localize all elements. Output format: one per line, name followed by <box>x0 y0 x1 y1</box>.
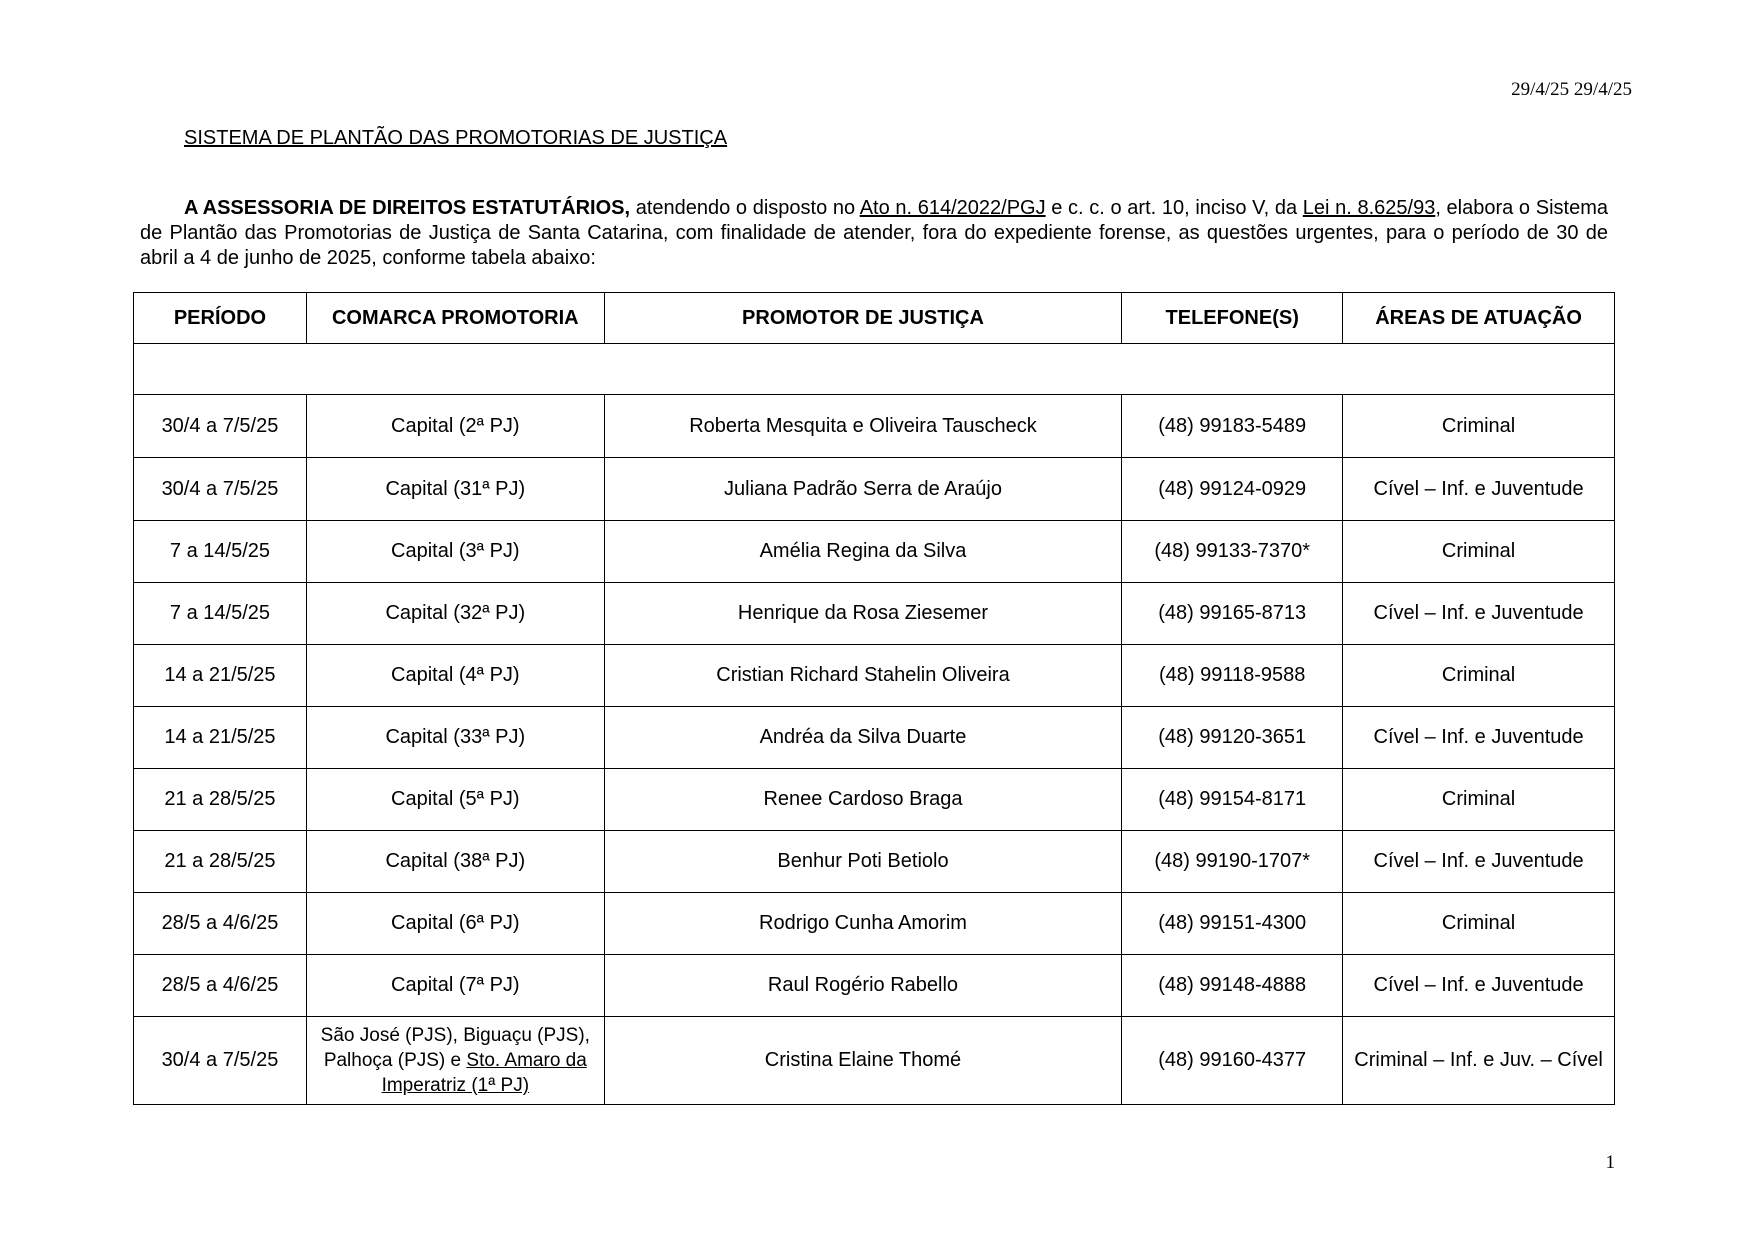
table-row <box>134 458 1615 521</box>
telefone-cell: (48) 99124-0929 <box>1122 458 1343 521</box>
promotor-cell: Roberta Mesquita e Oliveira Tauscheck <box>604 395 1122 458</box>
areas-cell: Criminal <box>1343 395 1615 458</box>
table-row <box>134 769 1615 831</box>
telefone-cell: (48) 99160-4377 <box>1122 1017 1343 1105</box>
promotor-cell: Cristina Elaine Thomé <box>604 1017 1122 1105</box>
header-periodo: PERÍODO <box>134 293 307 344</box>
promotor-cell: Amélia Regina da Silva <box>604 521 1122 583</box>
telefone-cell: (48) 99120-3651 <box>1122 707 1343 769</box>
periodo-cell: 21 a 28/5/25 <box>134 831 307 893</box>
comarca-line: Palhoça (PJS) e <box>323 1050 467 1071</box>
periodo-cell: 28/5 a 4/6/25 <box>134 955 307 1017</box>
table-row <box>134 955 1615 1017</box>
table-row <box>134 395 1615 458</box>
areas-cell: Criminal <box>1343 769 1615 831</box>
periodo-cell: 7 a 14/5/25 <box>134 583 307 645</box>
periodo-cell: 30/4 a 7/5/25 <box>134 458 307 521</box>
comarca-cell: Capital (32ª PJ) <box>306 583 604 645</box>
ato-link[interactable]: Ato n. 614/2022/PGJ <box>859 197 1046 219</box>
table-row <box>134 707 1615 769</box>
table-row <box>134 583 1615 645</box>
areas-cell: Cível – Inf. e Juventude <box>1343 707 1615 769</box>
comarca-line: São José (PJS), Biguaçu (PJS), <box>320 1025 590 1046</box>
periodo-cell: 30/4 a 7/5/25 <box>134 1017 307 1105</box>
periodo-cell: 14 a 21/5/25 <box>134 707 307 769</box>
blank-row <box>134 344 1615 395</box>
promotor-cell: Cristian Richard Stahelin Oliveira <box>604 645 1122 707</box>
intro-lead: A ASSESSORIA DE DIREITOS ESTATUTÁRIOS, <box>184 197 631 219</box>
periodo-cell: 21 a 28/5/25 <box>134 769 307 831</box>
intro-text: atendendo o disposto no <box>630 197 860 219</box>
promotor-cell: Rodrigo Cunha Amorim <box>604 893 1122 955</box>
telefone-cell: (48) 99133-7370* <box>1122 521 1343 583</box>
telefone-cell: (48) 99183-5489 <box>1122 395 1343 458</box>
promotor-cell: Andréa da Silva Duarte <box>604 707 1122 769</box>
areas-cell: Cível – Inf. e Juventude <box>1343 583 1615 645</box>
intro-text: , elabora o Sistema de Plantão das Promotorias de Justiça de Santa Catarina, com finalidade de atender, fora do expediente forense, as questões urgentes, para o período de 30 de abril a 4 de junho de 2025, conforme tabela abaixo: <box>140 197 1608 269</box>
header-promotor: PROMOTOR DE JUSTIÇA <box>604 293 1122 344</box>
document-date: 29/4/25 29/4/25 <box>1511 79 1632 100</box>
page-number: 1 <box>1605 1152 1615 1173</box>
areas-cell: Criminal <box>1343 521 1615 583</box>
telefone-cell: (48) 99118-9588 <box>1122 645 1343 707</box>
promotor-cell: Renee Cardoso Braga <box>604 769 1122 831</box>
areas-cell: Cível – Inf. e Juventude <box>1343 458 1615 521</box>
comarca-link[interactable]: Sto. Amaro da <box>466 1050 587 1071</box>
header-areas: ÁREAS DE ATUAÇÃO <box>1343 293 1615 344</box>
areas-cell: Criminal <box>1343 893 1615 955</box>
periodo-cell: 28/5 a 4/6/25 <box>134 893 307 955</box>
comarca-cell: Capital (6ª PJ) <box>306 893 604 955</box>
telefone-cell: (48) 99154-8171 <box>1122 769 1343 831</box>
document-title: SISTEMA DE PLANTÃO DAS PROMOTORIAS DE JUSTIÇA <box>184 127 728 149</box>
telefone-cell: (48) 99165-8713 <box>1122 583 1343 645</box>
table-row <box>134 1017 1615 1105</box>
promotor-cell: Raul Rogério Rabello <box>604 955 1122 1017</box>
plantao-table <box>133 292 1615 1105</box>
areas-cell: Cível – Inf. e Juventude <box>1343 831 1615 893</box>
comarca-cell: Capital (4ª PJ) <box>306 645 604 707</box>
promotor-cell: Juliana Padrão Serra de Araújo <box>604 458 1122 521</box>
comarca-cell <box>306 1017 604 1105</box>
telefone-cell: (48) 99151-4300 <box>1122 893 1343 955</box>
table-row <box>134 893 1615 955</box>
comarca-cell: Capital (2ª PJ) <box>306 395 604 458</box>
comarca-link[interactable]: Imperatriz (1ª PJ) <box>381 1075 530 1096</box>
header-telefone: TELEFONE(S) <box>1122 293 1343 344</box>
comarca-cell: Capital (3ª PJ) <box>306 521 604 583</box>
areas-cell: Criminal <box>1343 645 1615 707</box>
promotor-cell: Benhur Poti Betiolo <box>604 831 1122 893</box>
periodo-cell: 30/4 a 7/5/25 <box>134 395 307 458</box>
telefone-cell: (48) 99190-1707* <box>1122 831 1343 893</box>
periodo-cell: 14 a 21/5/25 <box>134 645 307 707</box>
comarca-cell: Capital (38ª PJ) <box>306 831 604 893</box>
comarca-cell: Capital (7ª PJ) <box>306 955 604 1017</box>
telefone-cell: (48) 99148-4888 <box>1122 955 1343 1017</box>
periodo-cell: 7 a 14/5/25 <box>134 521 307 583</box>
table-row <box>134 645 1615 707</box>
lei-link[interactable]: Lei n. 8.625/93 <box>1302 197 1436 219</box>
comarca-cell: Capital (5ª PJ) <box>306 769 604 831</box>
table-row <box>134 521 1615 583</box>
areas-cell: Cível – Inf. e Juventude <box>1343 955 1615 1017</box>
intro-text: e c. c. o art. 10, inciso V, da <box>1045 197 1303 219</box>
intro-paragraph <box>140 196 1608 271</box>
comarca-cell: Capital (33ª PJ) <box>306 707 604 769</box>
promotor-cell: Henrique da Rosa Ziesemer <box>604 583 1122 645</box>
comarca-cell: Capital (31ª PJ) <box>306 458 604 521</box>
header-comarca: COMARCA PROMOTORIA <box>306 293 604 344</box>
areas-cell: Criminal – Inf. e Juv. – Cível <box>1343 1017 1615 1105</box>
table-row <box>134 831 1615 893</box>
